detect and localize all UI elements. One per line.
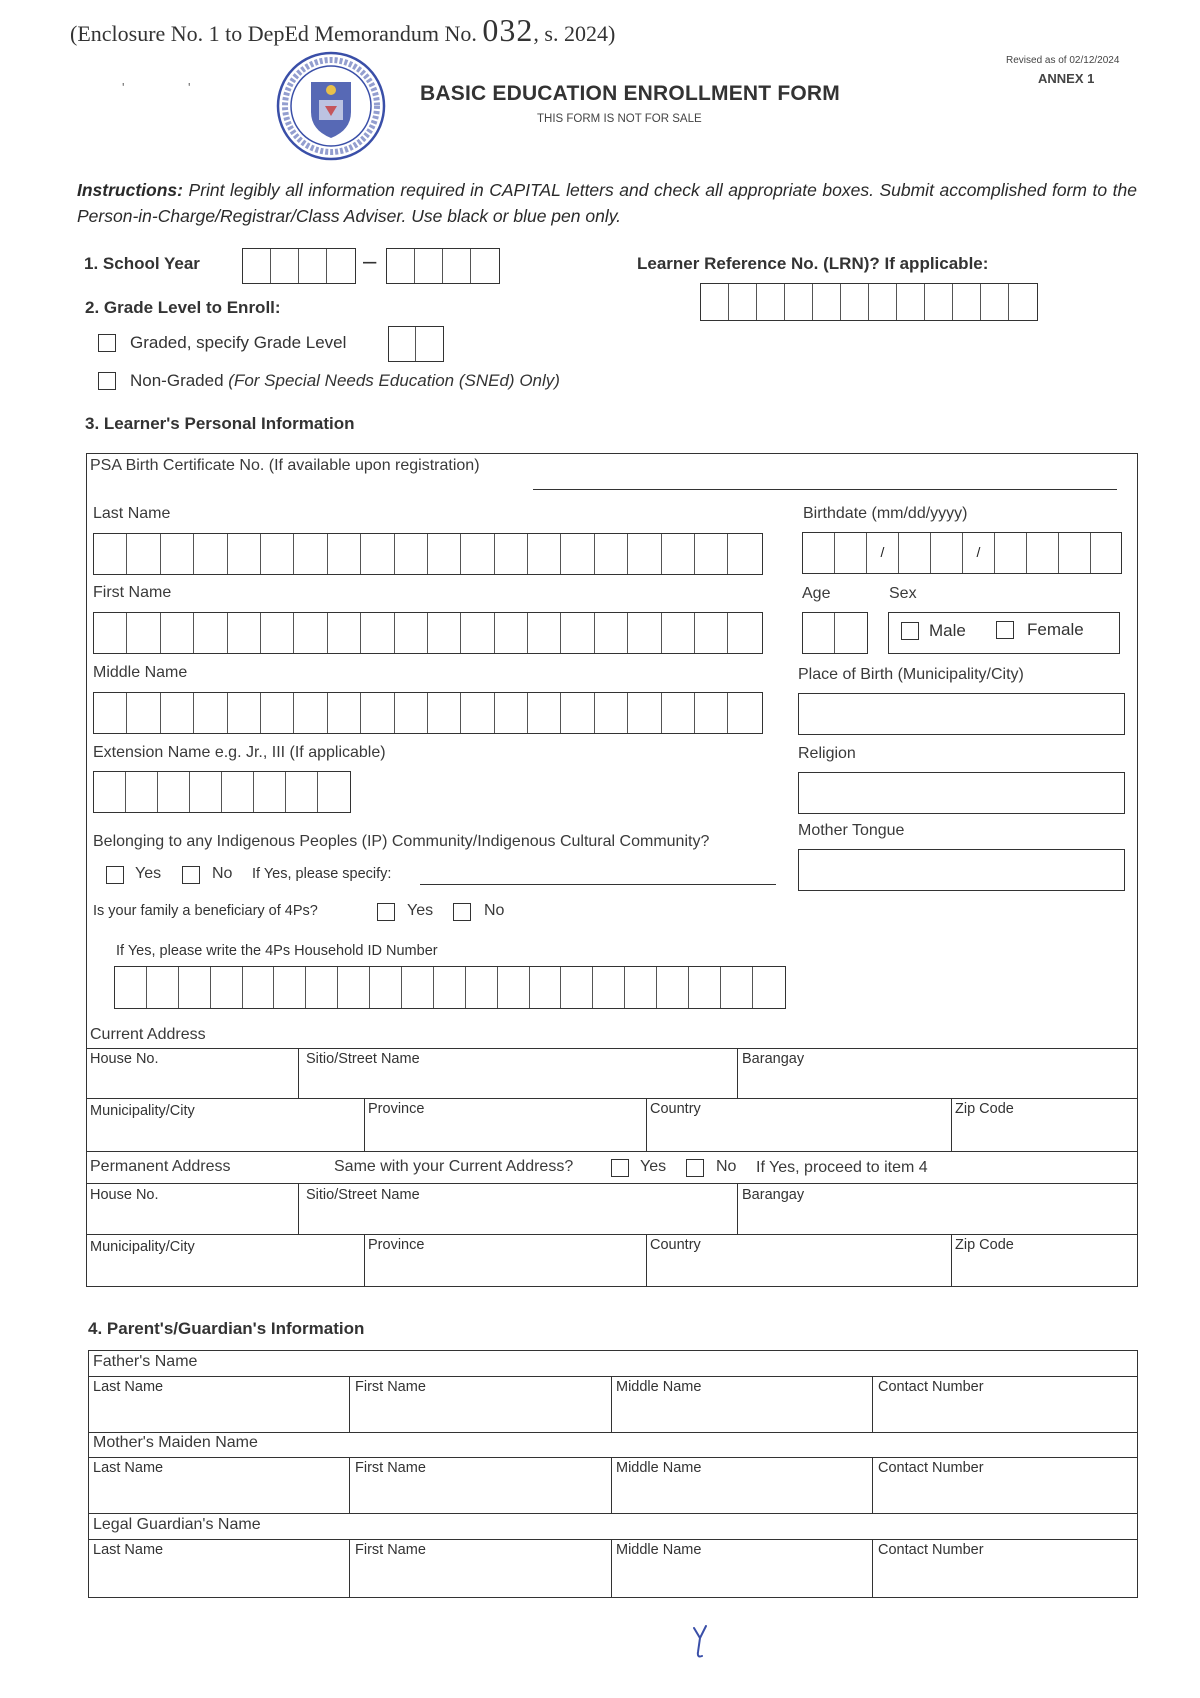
father-middle-name[interactable]: Middle Name [616, 1379, 702, 1395]
parent-col-divider [349, 1457, 350, 1513]
psa-line[interactable] [533, 489, 1117, 490]
middle-name-label: Middle Name [93, 664, 188, 681]
fourps-id-boxes[interactable] [114, 966, 786, 1009]
parent-col-divider [349, 1376, 350, 1432]
school-year-label: 1. School Year [84, 254, 200, 273]
parent-divider [88, 1376, 1138, 1377]
current-zip[interactable]: Zip Code [955, 1101, 1014, 1117]
fourps-yes-checkbox[interactable] [377, 903, 395, 921]
parent-col-divider [611, 1539, 612, 1598]
current-municipality[interactable]: Municipality/City [90, 1103, 195, 1119]
current-province[interactable]: Province [368, 1101, 425, 1117]
mother-tongue-field[interactable] [798, 849, 1125, 891]
religion-label: Religion [798, 745, 856, 762]
permanent-municipality[interactable]: Municipality/City [90, 1239, 195, 1255]
parent-col-divider [872, 1457, 873, 1513]
fourps-yes-label: Yes [407, 902, 434, 919]
permanent-barangay[interactable]: Barangay [742, 1187, 805, 1203]
female-checkbox[interactable] [996, 621, 1014, 639]
revised-date: Revised as of 02/12/2024 [1006, 55, 1120, 66]
guardian-contact[interactable]: Contact Number [878, 1542, 984, 1558]
fourps-no-label: No [484, 902, 505, 919]
address-col-divider [951, 1234, 952, 1287]
enclosure-line: (Enclosure No. 1 to DepEd Memorandum No. 032, s. 2024) [70, 12, 616, 48]
mother-tongue-label: Mother Tongue [798, 822, 905, 839]
deped-seal-icon [275, 50, 387, 162]
male-checkbox[interactable] [901, 622, 919, 640]
parent-col-divider [872, 1539, 873, 1598]
father-contact[interactable]: Contact Number [878, 1379, 984, 1395]
parent-col-divider [611, 1457, 612, 1513]
current-country[interactable]: Country [650, 1101, 701, 1117]
place-of-birth-field[interactable] [798, 693, 1125, 735]
birthdate-boxes[interactable]: / / [802, 532, 1122, 574]
non-graded-label: Non-Graded (For Special Needs Education (SNEd) Only) [130, 371, 560, 390]
place-of-birth-label: Place of Birth (Municipality/City) [798, 666, 1024, 683]
permanent-zip[interactable]: Zip Code [955, 1237, 1014, 1253]
current-address-label: Current Address [90, 1026, 206, 1043]
school-year-dash: – [363, 248, 377, 275]
parent-col-divider [611, 1376, 612, 1432]
same-address-question: Same with your Current Address? [334, 1158, 574, 1175]
extension-name-label: Extension Name e.g. Jr., III (If applicable) [93, 744, 386, 761]
address-col-divider [364, 1098, 365, 1151]
graded-checkbox[interactable] [98, 334, 116, 352]
guardian-first-name[interactable]: First Name [355, 1542, 426, 1558]
ip-specify-label: If Yes, please specify: [252, 866, 392, 882]
parent-divider [88, 1457, 1138, 1458]
permanent-house-no[interactable]: House No. [90, 1187, 159, 1203]
address-col-divider [646, 1234, 647, 1287]
birthdate-label: Birthdate (mm/dd/yyyy) [803, 505, 968, 522]
father-first-name[interactable]: First Name [355, 1379, 426, 1395]
lrn-boxes[interactable] [700, 283, 1038, 321]
address-divider [86, 1183, 1138, 1184]
parent-col-divider [872, 1376, 873, 1432]
parent-divider [88, 1539, 1138, 1540]
parent-divider [88, 1432, 1138, 1433]
same-no-checkbox[interactable] [686, 1159, 704, 1177]
address-col-divider [737, 1183, 738, 1234]
fourps-question: Is your family a beneficiary of 4Ps? [93, 903, 318, 919]
grade-level-boxes[interactable] [388, 326, 444, 362]
address-col-divider [646, 1098, 647, 1151]
same-yes-checkbox[interactable] [611, 1159, 629, 1177]
father-last-name[interactable]: Last Name [93, 1379, 164, 1395]
same-no-label: No [716, 1158, 737, 1175]
middle-name-boxes[interactable] [93, 692, 763, 734]
mother-contact[interactable]: Contact Number [878, 1460, 984, 1476]
age-label: Age [802, 585, 831, 602]
graded-label: Graded, specify Grade Level [130, 333, 347, 352]
permanent-country[interactable]: Country [650, 1237, 701, 1253]
sex-label: Sex [889, 585, 917, 602]
form-title: BASIC EDUCATION ENROLLMENT FORM [420, 82, 840, 105]
current-street[interactable]: Sitio/Street Name [306, 1051, 420, 1067]
handwritten-initial-icon [688, 1622, 714, 1662]
father-label: Father's Name [93, 1353, 198, 1370]
scan-mark: ' [122, 80, 125, 95]
extension-name-boxes[interactable] [93, 771, 351, 813]
mother-middle-name[interactable]: Middle Name [616, 1460, 702, 1476]
school-year-end-boxes[interactable] [386, 248, 500, 284]
female-label: Female [1027, 620, 1084, 639]
non-graded-checkbox[interactable] [98, 372, 116, 390]
permanent-province[interactable]: Province [368, 1237, 425, 1253]
male-label: Male [929, 621, 966, 640]
annex-label: ANNEX 1 [1038, 71, 1095, 86]
guardian-last-name[interactable]: Last Name [93, 1542, 164, 1558]
address-divider [86, 1151, 1138, 1152]
parent-col-divider [349, 1539, 350, 1598]
address-col-divider [298, 1048, 299, 1098]
ip-specify-line[interactable] [420, 884, 776, 885]
first-name-label: First Name [93, 584, 172, 601]
address-col-divider [737, 1048, 738, 1098]
fourps-id-label: If Yes, please write the 4Ps Household ID Number [116, 943, 438, 959]
last-name-boxes[interactable] [93, 533, 763, 575]
address-divider [86, 1234, 1138, 1235]
ip-question: Belonging to any Indigenous Peoples (IP) Community/Indigenous Cultural Community? [93, 833, 710, 850]
fourps-no-checkbox[interactable] [453, 903, 471, 921]
address-divider [86, 1098, 1138, 1099]
memo-number: 032 [482, 12, 534, 48]
same-yes-label: Yes [640, 1158, 667, 1175]
address-col-divider [364, 1234, 365, 1287]
lrn-label: Learner Reference No. (LRN)? If applicable: [637, 254, 989, 273]
ip-no-checkbox[interactable] [182, 866, 200, 884]
current-barangay[interactable]: Barangay [742, 1051, 805, 1067]
ip-yes-checkbox[interactable] [106, 866, 124, 884]
personal-info-label: 3. Learner's Personal Information [85, 414, 355, 433]
address-col-divider [298, 1183, 299, 1234]
guardian-middle-name[interactable]: Middle Name [616, 1542, 702, 1558]
permanent-street[interactable]: Sitio/Street Name [306, 1187, 420, 1203]
mother-last-name[interactable]: Last Name [93, 1460, 164, 1476]
form-subtitle: THIS FORM IS NOT FOR SALE [537, 113, 702, 125]
first-name-boxes[interactable] [93, 612, 763, 654]
ip-no-label: No [212, 865, 233, 882]
grade-level-label: 2. Grade Level to Enroll: [85, 298, 281, 317]
mother-label: Mother's Maiden Name [93, 1434, 258, 1451]
parent-divider [88, 1513, 1138, 1514]
scan-mark: ' [188, 80, 191, 95]
address-col-divider [951, 1098, 952, 1151]
ip-yes-label: Yes [135, 865, 162, 882]
proceed-note: If Yes, proceed to item 4 [756, 1159, 928, 1176]
address-divider [86, 1048, 1138, 1049]
guardian-label: Legal Guardian's Name [93, 1516, 261, 1533]
last-name-label: Last Name [93, 505, 171, 522]
religion-field[interactable] [798, 772, 1125, 814]
school-year-start-boxes[interactable] [242, 248, 356, 284]
parent-info-label: 4. Parent's/Guardian's Information [88, 1319, 365, 1338]
instructions: Instructions: Print legibly all information required in CAPITAL letters and check all appropriate boxes. Submit accomplished form to the Person-in-Charge/Registrar/Class Adviser. Use black or blue pen only. [77, 180, 1137, 226]
age-boxes[interactable] [802, 612, 868, 654]
mother-first-name[interactable]: First Name [355, 1460, 426, 1476]
current-house-no[interactable]: House No. [90, 1051, 159, 1067]
psa-label: PSA Birth Certificate No. (If available upon registration) [90, 457, 480, 474]
permanent-address-label: Permanent Address [90, 1158, 231, 1175]
